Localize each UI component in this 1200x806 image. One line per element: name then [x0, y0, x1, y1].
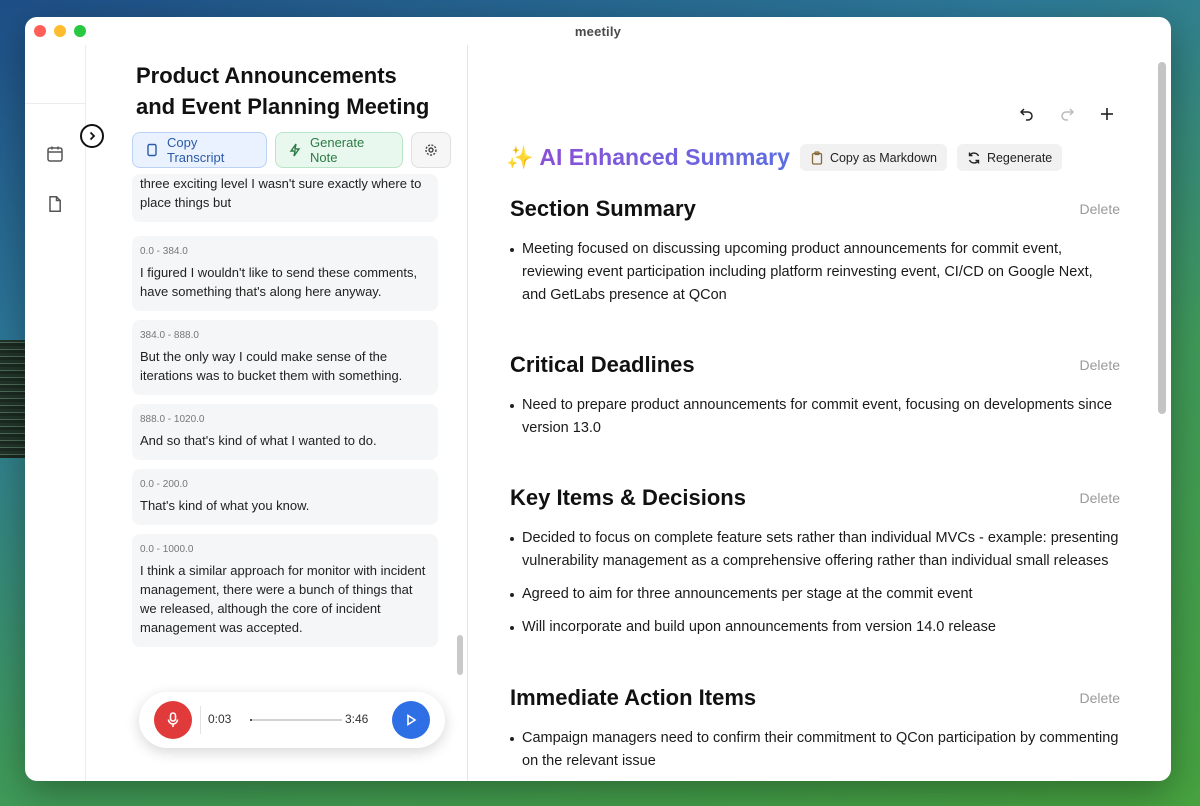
section-list-item: Meeting focused on discussing upcoming product announcements for commit event, reviewing event participation including platform reinvesting event, CI/CD on Google Next, and GetLabs presence at QCon — [510, 238, 1120, 307]
section-list-item: Will incorporate and build upon announcements from version 14.0 release — [510, 616, 1120, 639]
player-divider — [200, 706, 201, 734]
transcript-scrollbar[interactable] — [457, 635, 463, 675]
transcript-timestamp: 0.0 - 1000.0 — [140, 544, 194, 555]
play-icon — [404, 713, 418, 727]
summary-scrollbar[interactable] — [1158, 62, 1166, 414]
section-title: Critical Deadlines — [510, 352, 695, 377]
section-list-item: Decided to focus on complete feature sets rather than individual MVCs - example: presenting vulnerability management as a comprehensive offering rather than individual small releases — [510, 527, 1120, 573]
playback-progress[interactable] — [250, 719, 342, 721]
refresh-icon — [967, 151, 981, 165]
summary-title: AI Enhanced Summary — [539, 144, 790, 170]
sidebar-rail — [25, 45, 86, 781]
calendar-icon[interactable] — [46, 145, 64, 163]
transcript-toolbar — [132, 132, 451, 168]
undo-icon[interactable] — [1018, 105, 1036, 123]
copy-transcript-label: Copy Transcript — [167, 135, 225, 165]
copy-markdown-label: Copy as Markdown — [829, 150, 937, 165]
section-list-item: Campaign managers need to confirm their commitment to QCon participation by commenting on the relevant issue — [510, 727, 1120, 773]
transcript-timestamp: 0.0 - 384.0 — [140, 246, 188, 257]
transcript-item — [132, 174, 438, 222]
microphone-icon — [166, 712, 180, 728]
play-button[interactable] — [392, 701, 430, 739]
summary-section — [510, 485, 1120, 649]
desktop-background-strip — [0, 340, 26, 458]
chevron-right-icon — [86, 130, 98, 142]
redo-icon[interactable] — [1058, 105, 1076, 123]
settings-button[interactable] — [411, 132, 451, 168]
transcript-text: And so that's kind of what I wanted to do. — [140, 433, 377, 448]
rail-divider — [25, 103, 86, 104]
total-duration: 3:46 — [345, 712, 369, 726]
section-list-item: Agreed to aim for three announcements per stage at the commit event — [510, 583, 1120, 606]
section-title: Key Items & Decisions — [510, 485, 746, 510]
section-list — [510, 238, 1120, 307]
add-icon[interactable] — [1098, 105, 1116, 123]
transcript-timestamp: 888.0 - 1020.0 — [140, 414, 205, 425]
transcript-item — [132, 236, 438, 311]
section-list — [510, 727, 1120, 773]
close-window-button[interactable] — [34, 25, 46, 37]
window-controls — [34, 25, 86, 37]
meeting-title: Product Announcements and Event Planning Meeting — [136, 63, 430, 119]
transcript-item — [132, 469, 438, 525]
summary-section — [510, 685, 1120, 783]
delete-section-button[interactable]: Delete — [1079, 490, 1120, 506]
copy-markdown-button[interactable] — [800, 144, 947, 171]
title-bar — [25, 17, 1171, 45]
audio-player — [139, 692, 445, 748]
summary-header — [506, 144, 1062, 171]
playback-progress-fill — [250, 719, 252, 721]
lightning-icon — [288, 143, 302, 157]
summary-section — [510, 196, 1120, 317]
sparkle-icon: ✨ — [506, 144, 534, 170]
expand-sidebar-button[interactable] — [80, 124, 104, 148]
editor-toolbar — [1018, 105, 1116, 123]
transcript-text: three exciting level I wasn't sure exactly where to place things but — [140, 176, 422, 210]
transcript-text: But the only way I could make sense of the iterations was to bucket them with something. — [140, 349, 403, 383]
regenerate-button[interactable] — [957, 144, 1062, 171]
document-icon[interactable] — [46, 195, 64, 213]
generate-note-label: Generate Note — [310, 135, 365, 165]
transcript-item — [132, 534, 438, 647]
current-time: 0:03 — [208, 712, 232, 726]
file-icon — [145, 143, 159, 157]
generate-note-button[interactable] — [275, 132, 403, 168]
app-window — [25, 17, 1171, 781]
transcript-text: That's kind of what you know. — [140, 498, 310, 513]
delete-section-button[interactable]: Delete — [1079, 201, 1120, 217]
record-button[interactable] — [154, 701, 192, 739]
gear-icon — [424, 143, 438, 157]
section-title: Immediate Action Items — [510, 685, 757, 710]
summary-panel — [468, 45, 1171, 781]
delete-section-button[interactable]: Delete — [1079, 357, 1120, 373]
regenerate-label: Regenerate — [986, 150, 1053, 165]
section-list-item: Need to prepare product announcements for commit event, focusing on developments since version 13.0 — [510, 394, 1120, 440]
transcript-panel — [86, 45, 468, 781]
transcript-timestamp: 0.0 - 200.0 — [140, 479, 188, 490]
copy-transcript-button[interactable] — [132, 132, 267, 168]
clipboard-icon — [810, 151, 824, 165]
transcript-text: I think a similar approach for monitor with incident management, there were a bunch of things that we released, although the core of incident management was accepted. — [140, 563, 426, 635]
section-list — [510, 527, 1120, 639]
summary-section — [510, 352, 1120, 450]
transcript-text: I figured I wouldn't like to send these comments, have something that's along here anyway. — [140, 265, 418, 299]
transcript-timestamp: 384.0 - 888.0 — [140, 330, 199, 341]
transcript-item — [132, 404, 438, 460]
section-title: Section Summary — [510, 196, 696, 221]
maximize-window-button[interactable] — [74, 25, 86, 37]
section-list — [510, 394, 1120, 440]
delete-section-button[interactable]: Delete — [1079, 690, 1120, 706]
window-title: meetily — [574, 23, 622, 39]
transcript-item — [132, 320, 438, 395]
transcript-list — [132, 176, 438, 685]
minimize-window-button[interactable] — [54, 25, 66, 37]
